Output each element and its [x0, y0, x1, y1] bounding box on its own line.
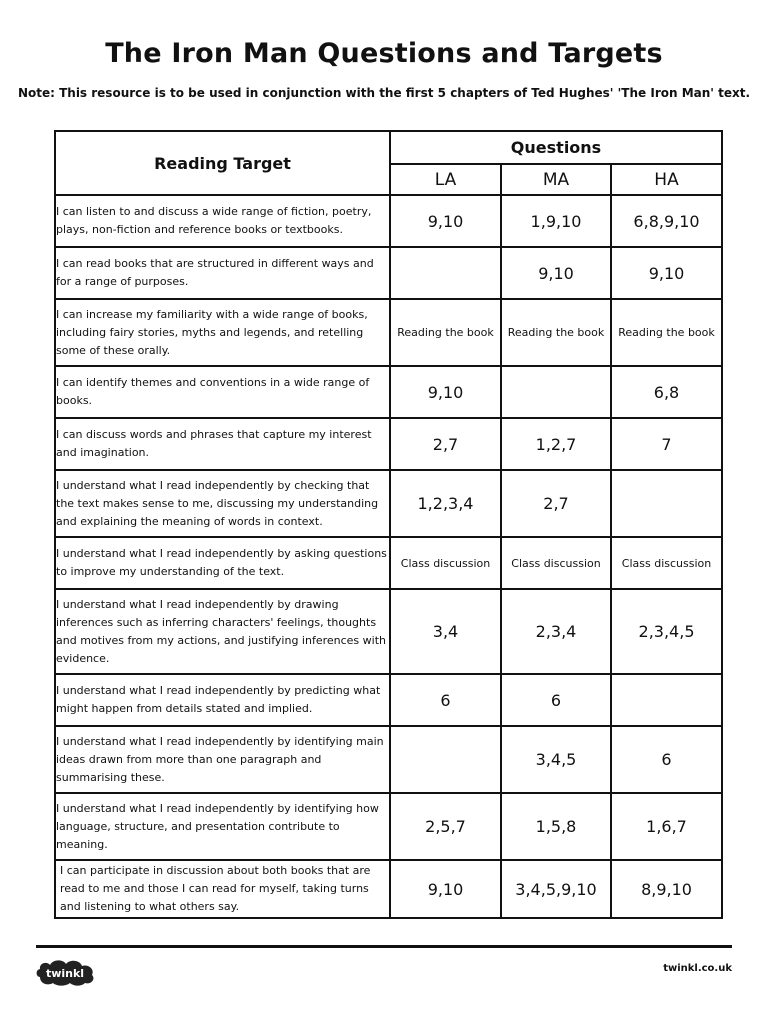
la-questions: 2,7	[390, 418, 501, 470]
footer-divider	[36, 945, 732, 948]
site-url[interactable]: twinkl.co.uk	[663, 963, 732, 974]
la-questions: 9,10	[390, 195, 501, 247]
table-row	[55, 299, 722, 366]
la-questions: 9,10	[390, 366, 501, 418]
level-header-ma: MA	[501, 164, 611, 195]
table-row	[55, 589, 722, 674]
ma-questions: 6	[501, 674, 611, 726]
ma-questions	[501, 366, 611, 418]
la-questions: 9,10	[390, 860, 501, 918]
twinkl-logo[interactable]	[34, 955, 98, 987]
ha-questions: 9,10	[611, 247, 722, 299]
table-row	[55, 418, 722, 470]
reading-target: I understand what I read independently by checking that the text makes sense to me, discussing my understanding and explaining the meaning of words in context.	[55, 470, 390, 537]
page-title: The Iron Man Questions and Targets	[105, 38, 663, 69]
reading-target: I understand what I read independently by identifying main ideas drawn from more than one paragraph and summarising these.	[55, 726, 390, 793]
la-questions	[390, 726, 501, 793]
ha-questions: 1,6,7	[611, 793, 722, 860]
ha-questions: 8,9,10	[611, 860, 722, 918]
reading-target-header: Reading Target	[55, 131, 390, 195]
table-row	[55, 470, 722, 537]
ha-questions: 6	[611, 726, 722, 793]
reading-target: I can identify themes and conventions in a wide range of books.	[55, 366, 390, 418]
reading-target: I understand what I read independently by predicting what might happen from details stated and implied.	[55, 674, 390, 726]
ma-questions: 1,5,8	[501, 793, 611, 860]
la-questions: 6	[390, 674, 501, 726]
reading-target: I understand what I read independently by drawing inferences such as inferring characters' feelings, thoughts and motives from my actions, and justifying inferences with evidence.	[55, 589, 390, 674]
table-row	[55, 537, 722, 589]
reading-target: I can listen to and discuss a wide range of fiction, poetry, plays, non-fiction and reference books or textbooks.	[55, 195, 390, 247]
ha-questions	[611, 674, 722, 726]
la-questions: Reading the book	[390, 299, 501, 366]
ma-questions: Class discussion	[501, 537, 611, 589]
ma-questions: 2,7	[501, 470, 611, 537]
ha-questions: 2,3,4,5	[611, 589, 722, 674]
usage-note: Note: This resource is to be used in conjunction with the first 5 chapters of Ted Hughes' 'The Iron Man' text.	[17, 86, 751, 100]
la-questions: 3,4	[390, 589, 501, 674]
reading-target: I can participate in discussion about both books that are read to me and those I can read for myself, taking turns and listening to what others say.	[55, 860, 390, 918]
ha-questions: Class discussion	[611, 537, 722, 589]
table-row	[55, 726, 722, 793]
ma-questions: 1,9,10	[501, 195, 611, 247]
ha-questions: 6,8	[611, 366, 722, 418]
reading-target: I can discuss words and phrases that capture my interest and imagination.	[55, 418, 390, 470]
table-row	[55, 674, 722, 726]
ha-questions: Reading the book	[611, 299, 722, 366]
table-row	[55, 793, 722, 860]
ma-questions: 2,3,4	[501, 589, 611, 674]
reading-target: I can increase my familiarity with a wide range of books, including fairy stories, myths and legends, and retelling some of these orally.	[55, 299, 390, 366]
ma-questions: 9,10	[501, 247, 611, 299]
questions-header: Questions	[390, 131, 722, 164]
ma-questions: 1,2,7	[501, 418, 611, 470]
table-row	[55, 247, 722, 299]
ma-questions: Reading the book	[501, 299, 611, 366]
table-row	[55, 366, 722, 418]
la-questions: 2,5,7	[390, 793, 501, 860]
reading-target: I understand what I read independently by asking questions to improve my understanding of the text.	[55, 537, 390, 589]
ma-questions: 3,4,5	[501, 726, 611, 793]
la-questions: 1,2,3,4	[390, 470, 501, 537]
ha-questions: 7	[611, 418, 722, 470]
table-row	[55, 195, 722, 247]
la-questions: Class discussion	[390, 537, 501, 589]
ha-questions: 6,8,9,10	[611, 195, 722, 247]
table-row	[55, 860, 722, 918]
reading-target: I understand what I read independently by identifying how language, structure, and presentation contribute to meaning.	[55, 793, 390, 860]
level-header-ha: HA	[611, 164, 722, 195]
ma-questions: 3,4,5,9,10	[501, 860, 611, 918]
level-header-la: LA	[390, 164, 501, 195]
targets-table	[54, 130, 723, 919]
la-questions	[390, 247, 501, 299]
ha-questions	[611, 470, 722, 537]
svg-text:twinkl: twinkl	[45, 967, 85, 980]
reading-target: I can read books that are structured in different ways and for a range of purposes.	[55, 247, 390, 299]
